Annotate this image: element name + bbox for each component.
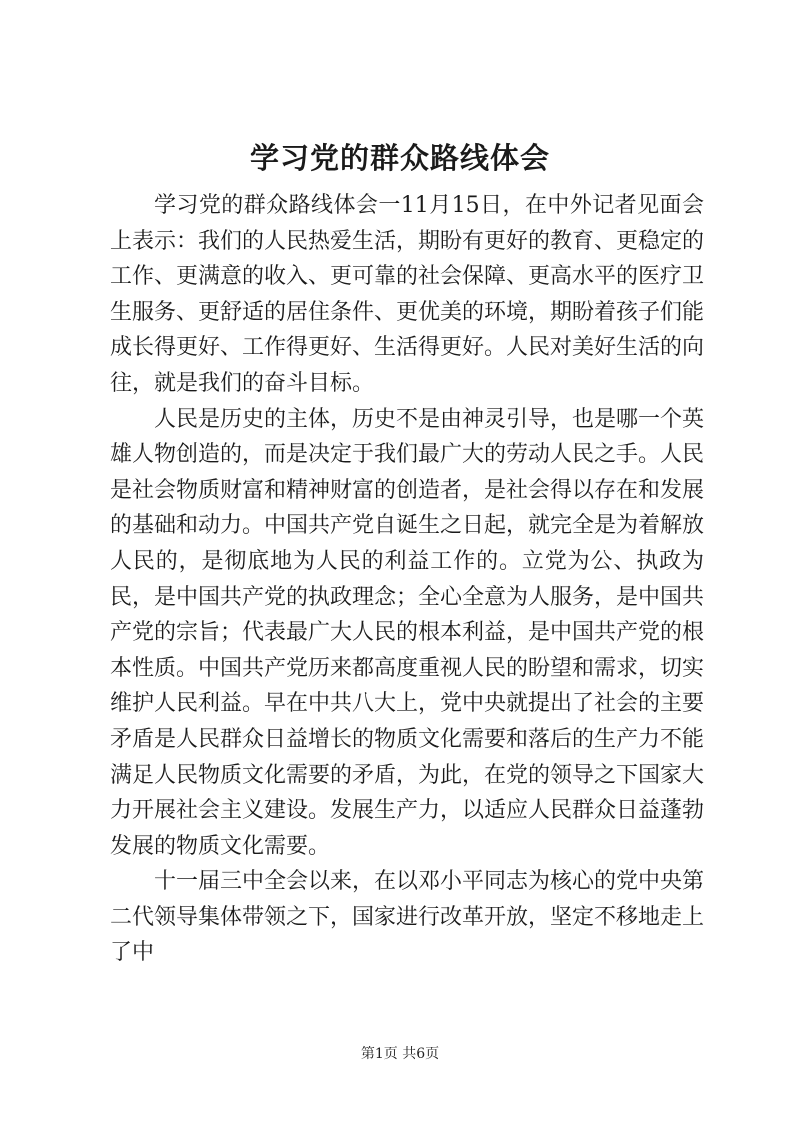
paragraph-3: 十一届三中全会以来，在以邓小平同志为核心的党中央第二代领导集体带领之下，国家进行改革开放，坚定不移地走上了中 [110,869,705,966]
paragraph-1: 学习党的群众路线体会一11月15日，在中外记者见面会上表示：我们的人民热爱生活，期盼有更好的教育、更稳定的工作、更满意的收入、更可靠的社会保障、更高水平的医疗卫生服务、更舒适的居住条件、更优美的环境，期盼着孩子们能成长得更好、工作得更好、生活得更好。人民对美好生活的向往，就是我们的奋斗目标。 [110,193,705,396]
page-number-indicator: 第1页 共6页 [360,1046,440,1062]
page-footer [0,1044,800,1064]
document-body [110,188,704,971]
paragraph-2: 人民是历史的主体，历史不是由神灵引导，也是哪一个英雄人物创造的，而是决定于我们最广大的劳动人民之手。人民是社会物质财富和精神财富的创造者，是社会得以存在和发展的基础和动力。中国共产党自诞生之日起，就完全是为着解放人民的，是彻底地为人民的利益工作的。立党为公、执政为民，是中国共产党的执政理念；全心全意为人服务，是中国共产党的宗旨；代表最广大人民的根本利益，是中国共产党的根本性质。中国共产党历来都高度重视人民的盼望和需求，切实维护人民利益。早在中共八大上，党中央就提出了社会的主要矛盾是人民群众日益增长的物质文化需要和落后的生产力不能满足人民物质文化需要的矛盾，为此，在党的领导之下国家大力开展社会主义建设。发展生产力，以适应人民群众日益蓬勃发展的物质文化需要。 [110,406,705,859]
document-title: 学习党的群众路线体会 [249,141,550,175]
